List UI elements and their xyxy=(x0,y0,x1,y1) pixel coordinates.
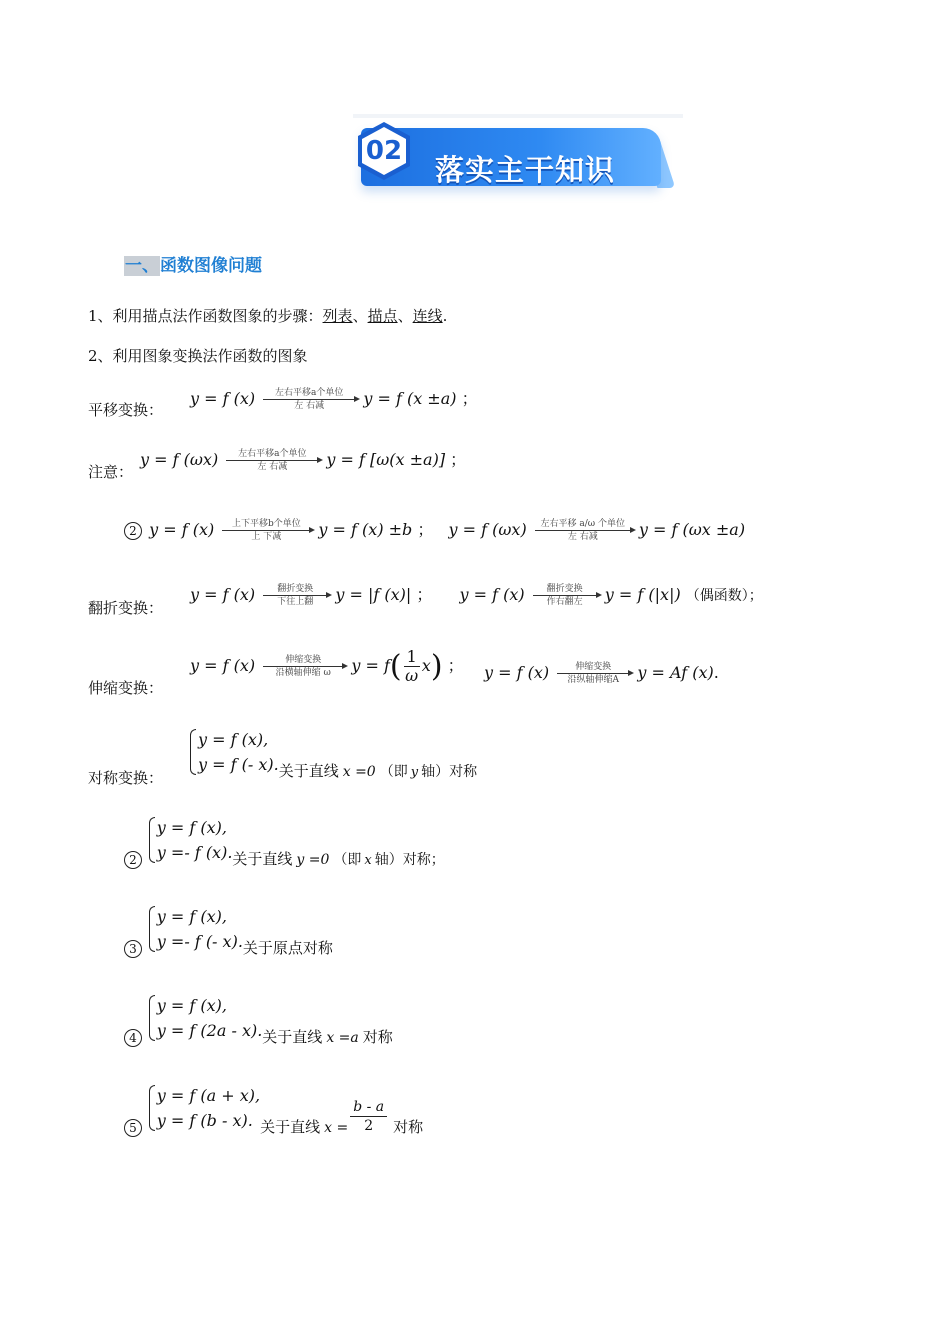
symmetry-2 xyxy=(124,815,445,868)
symmetry-5-row1: y = f (a + x), xyxy=(156,1086,261,1105)
stretch-fraction xyxy=(404,648,420,685)
symmetry-1-text3: 轴）对称 xyxy=(421,764,478,780)
symmetry-5 xyxy=(124,1083,424,1136)
circle-number: 2 xyxy=(124,851,142,869)
stretch-arrow2 xyxy=(557,662,629,685)
item-2-text: 2、利用图象变换法作函数的图象 xyxy=(88,347,308,365)
stretch-arrow1 xyxy=(263,655,343,678)
vertical-sep: ； xyxy=(417,520,434,539)
vertical-lhs1: y = f (x) xyxy=(149,520,215,539)
arrow-right-icon xyxy=(535,530,631,531)
vertical-rhs2: y = f (ωx ±a) xyxy=(638,520,746,539)
symmetry-1-row1: y = f (x), xyxy=(198,730,269,749)
item-2 xyxy=(88,345,308,366)
vertical-arrow2 xyxy=(535,519,631,542)
arrow-right-icon xyxy=(263,666,343,667)
symmetry-1-math: x =0 xyxy=(342,764,376,780)
note-lhs: y = f (ωx) xyxy=(140,450,219,469)
flip-lhs1: y = f (x) xyxy=(190,585,256,604)
arrow-right-icon xyxy=(533,595,597,596)
stretch-arrow2-bottom: 沿纵轴伸缩A xyxy=(567,675,619,685)
flip-lhs2: y = f (x) xyxy=(459,585,525,604)
symmetry-5-frac-den: 2 xyxy=(364,1117,374,1134)
item-1-end: . xyxy=(442,307,448,325)
stretch-label: 伸缩变换： xyxy=(88,679,164,697)
symmetry-2-text2: （即 xyxy=(333,852,362,868)
arrow-right-icon xyxy=(222,530,310,531)
vertical-arrow1-bottom: 上 下减 xyxy=(251,532,282,542)
symmetry-2-row1: y = f (x), xyxy=(156,818,227,837)
vertical-translation xyxy=(124,517,745,542)
symmetry-3-desc: 关于原点对称 xyxy=(242,939,333,957)
symmetry-5-fraction xyxy=(350,1098,387,1135)
translation-formula xyxy=(190,386,478,411)
circle-number: 2 xyxy=(124,522,142,540)
vertical-lhs2: y = f (ωx) xyxy=(448,520,527,539)
flip-arrow2 xyxy=(533,584,597,607)
vertical-arrow2-bottom: 左 右减 xyxy=(567,532,598,542)
symmetry-5-math-prefix: x = xyxy=(324,1120,349,1136)
symmetry-4-text2: 对称 xyxy=(362,1028,393,1046)
vertical-rhs1: y = f (x) ±b xyxy=(318,520,413,539)
vertical-arrow1 xyxy=(222,519,310,542)
banner-title: 落实主干知识 xyxy=(435,153,616,187)
stretch-arrow1-top: 伸缩变换 xyxy=(285,655,322,665)
stretch-lhs2: y = f (x) xyxy=(484,663,550,682)
symmetry-1-row2: y = f (- x). xyxy=(198,755,279,774)
vertical-arrow2-top: 左右平移 a/ω 个单位 xyxy=(540,519,626,529)
section-heading-prefix: 一、 xyxy=(125,256,159,276)
symmetry-2-desc xyxy=(232,850,444,868)
vertical-arrow1-top: 上下平移b个单位 xyxy=(231,519,301,529)
symmetry-1-axis: y xyxy=(410,765,419,780)
translation-end: ； xyxy=(461,389,478,408)
stretch-formula xyxy=(190,648,464,685)
symmetry-2-math: y =0 xyxy=(296,852,330,868)
note-end: ； xyxy=(450,450,467,469)
symmetry-5-system xyxy=(149,1083,260,1133)
flip-formula xyxy=(190,582,763,607)
symmetry-4 xyxy=(124,993,393,1046)
circle-number: 5 xyxy=(124,1119,142,1137)
symmetry-1-text1: 关于直线 xyxy=(278,762,339,780)
note-arrow-bottom: 左 右减 xyxy=(257,462,288,472)
flip-rhs2: y = f (|x|) xyxy=(604,585,681,604)
arrow-right-icon xyxy=(263,595,327,596)
symmetry-3-system xyxy=(149,904,243,954)
stretch-sep: ； xyxy=(447,656,464,675)
flip-arrow1 xyxy=(263,584,327,607)
arrow-right-icon xyxy=(557,673,629,674)
symmetry-4-row1: y = f (x), xyxy=(156,996,227,1015)
step-connect-lines: 连线 xyxy=(412,307,443,325)
stretch-frac-den: ω xyxy=(405,666,419,685)
symmetry-2-text1: 关于直线 xyxy=(232,850,293,868)
stretch-end: . xyxy=(713,663,719,682)
banner-top-rule xyxy=(353,114,683,118)
symmetry-1-text2: （即 xyxy=(379,764,408,780)
translation-rhs: y = f (x ±a) xyxy=(363,389,457,408)
stretch-lhs1: y = f (x) xyxy=(190,656,256,675)
arrow-right-icon xyxy=(226,460,318,461)
paren-left: ( xyxy=(389,649,402,684)
flip-note: （偶函数）； xyxy=(685,588,763,604)
flip-arrow2-top: 翻折变换 xyxy=(546,584,583,594)
symmetry-5-row2: y = f (b - x). xyxy=(156,1111,253,1130)
flip-arrow2-bottom: 作右翻左 xyxy=(546,597,583,607)
symmetry-3 xyxy=(124,904,333,957)
symmetry-4-desc xyxy=(262,1028,392,1046)
symmetry-3-row1: y = f (x), xyxy=(156,907,227,926)
note-rhs: y = f [ω(x ±a)] xyxy=(326,450,446,469)
step-plot-points: 描点 xyxy=(367,307,398,325)
stretch-rhs2: y = Af (x) xyxy=(637,663,714,682)
item-1-sep1: 、 xyxy=(352,307,368,325)
symmetry-2-axis: x xyxy=(364,853,372,868)
stretch-arrow2-top: 伸缩变换 xyxy=(575,662,612,672)
symmetry-5-text2: 对称 xyxy=(393,1118,424,1136)
symmetry-4-system xyxy=(149,993,263,1043)
flip-label: 翻折变换： xyxy=(88,599,164,617)
arrow-right-icon xyxy=(263,399,355,400)
translation-arrow-bottom: 左 右减 xyxy=(294,401,325,411)
stretch-arrow1-bottom: 沿横轴伸缩 ω xyxy=(275,668,331,678)
flip-rhs1: y = |f (x)| xyxy=(335,585,412,604)
section-banner xyxy=(353,118,683,200)
note-arrow-top: 左右平移a个单位 xyxy=(238,449,307,459)
item-1-sep2: 、 xyxy=(397,307,413,325)
symmetry-2-text3: 轴）对称； xyxy=(374,852,445,868)
symmetry-1-desc xyxy=(279,762,477,780)
circle-number: 4 xyxy=(124,1029,142,1047)
translation-arrow-top: 左右平移a个单位 xyxy=(275,388,344,398)
note-label: 注意： xyxy=(88,463,134,481)
section-heading xyxy=(124,251,262,276)
flip-sep: ； xyxy=(416,585,433,604)
symmetry-4-row2: y = f (2a - x). xyxy=(156,1021,263,1040)
symmetry-2-system xyxy=(149,815,233,865)
note-arrow xyxy=(226,449,318,472)
symmetry-5-text1: 关于直线 xyxy=(260,1118,321,1136)
symmetry-3-row2: y =- f (- x). xyxy=(156,932,243,951)
translation-arrow xyxy=(263,388,355,411)
symmetry-4-text1: 关于直线 xyxy=(262,1028,323,1046)
stretch-frac-var: x xyxy=(421,656,431,675)
translation-label: 平移变换： xyxy=(88,401,164,419)
symmetry-5-frac-num: b - a xyxy=(350,1098,387,1117)
paren-right: ) xyxy=(430,649,443,684)
symmetry-1-system xyxy=(190,727,279,777)
symmetry-label: 对称变换： xyxy=(88,769,164,787)
banner-number: 02 xyxy=(365,136,403,166)
symmetry-2-row2: y =- f (x). xyxy=(156,843,233,862)
stretch-rhs1-prefix: y = f xyxy=(351,656,390,675)
flip-arrow1-top: 翻折变换 xyxy=(277,584,314,594)
symmetry-5-desc xyxy=(260,1098,424,1136)
flip-arrow1-bottom: 下往上翻 xyxy=(277,597,314,607)
item-1-text: 1、利用描点法作函数图象的步骤： xyxy=(88,307,323,325)
symmetry-4-math: x =a xyxy=(326,1030,359,1046)
note-formula xyxy=(140,447,466,472)
item-1 xyxy=(88,305,447,326)
circle-number: 3 xyxy=(124,940,142,958)
banner-hexagon-badge xyxy=(353,120,415,182)
symmetry-1 xyxy=(190,727,478,780)
stretch-formula-2 xyxy=(484,662,719,685)
stretch-frac-num: 1 xyxy=(404,648,420,667)
step-list-table: 列表 xyxy=(322,307,353,325)
section-heading-title: 函数图像问题 xyxy=(160,256,262,276)
translation-lhs: y = f (x) xyxy=(190,389,256,408)
